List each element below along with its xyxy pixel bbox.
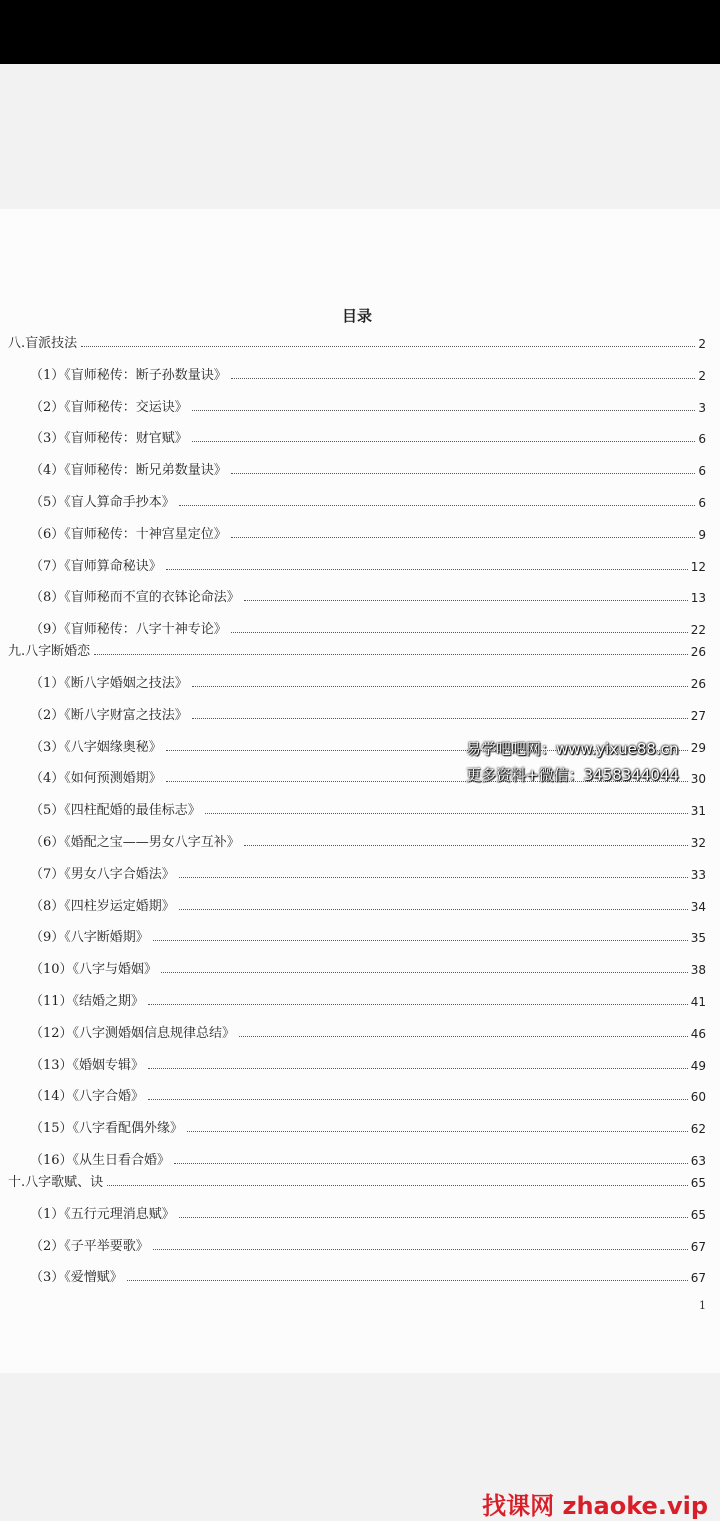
toc-entry[interactable] bbox=[0, 446, 720, 478]
toc-entry-label: （13）《婚姻专辑》 bbox=[30, 1057, 145, 1073]
toc-entry[interactable] bbox=[0, 351, 720, 383]
toc-leader-dots bbox=[231, 632, 688, 633]
toc-entry-label: （5）《盲人算命手抄本》 bbox=[30, 494, 175, 510]
toc-entry[interactable] bbox=[0, 1254, 720, 1286]
toc-entry-page: 26 bbox=[690, 676, 706, 691]
toc-entry-page: 13 bbox=[690, 591, 706, 606]
toc-entry-page: 9 bbox=[698, 527, 706, 542]
toc-leader-dots bbox=[192, 410, 696, 411]
toc-leader-dots bbox=[231, 378, 696, 379]
toc-entry-page: 30 bbox=[690, 772, 706, 787]
toc-entry[interactable] bbox=[0, 1073, 720, 1105]
toc-entry-page: 2 bbox=[698, 368, 706, 383]
toc-entry-label: （2）《子平举要歌》 bbox=[30, 1238, 149, 1254]
toc-leader-dots bbox=[239, 1036, 688, 1037]
toc-entry-page: 41 bbox=[690, 994, 706, 1009]
toc-entry-label: （10）《八字与婚姻》 bbox=[30, 962, 158, 978]
toc-entry-label: （1）《盲师秘传：断子孙数量诀》 bbox=[30, 367, 227, 383]
toc-entry-page: 6 bbox=[698, 432, 706, 447]
toc-entry[interactable] bbox=[0, 1041, 720, 1073]
toc-entry-label: （9）《八字断婚期》 bbox=[30, 930, 149, 946]
toc-entry-label: （12）《八字测婚姻信息规律总结》 bbox=[30, 1025, 236, 1041]
toc-leader-dots bbox=[81, 346, 695, 347]
toc-entry-label: （16）《从生日看合婚》 bbox=[30, 1152, 171, 1168]
toc-section[interactable] bbox=[0, 637, 720, 659]
toc-entry-label: （4）《盲师秘传：断兄弟数量诀》 bbox=[30, 463, 227, 479]
toc-entry-page: 6 bbox=[698, 464, 706, 479]
toc-entry-page: 67 bbox=[690, 1239, 706, 1254]
toc-entry-label: （7）《男女八字合婚法》 bbox=[30, 866, 175, 882]
toc-leader-dots bbox=[179, 877, 688, 878]
toc-entry-page: 34 bbox=[690, 899, 706, 914]
toc-entry[interactable] bbox=[0, 383, 720, 415]
toc-entry-label: （4）《如何预测婚期》 bbox=[30, 771, 162, 787]
toc-leader-dots bbox=[192, 441, 696, 442]
toc-entry-label: （3）《盲师秘传：财官赋》 bbox=[30, 431, 188, 447]
toc-entry[interactable] bbox=[0, 659, 720, 691]
toc-leader-dots bbox=[94, 654, 688, 655]
toc-entry[interactable] bbox=[0, 786, 720, 818]
toc-entry[interactable] bbox=[0, 1104, 720, 1136]
toc-entry-page: 38 bbox=[690, 963, 706, 978]
toc-section[interactable] bbox=[0, 1168, 720, 1190]
toc-entry[interactable] bbox=[0, 1136, 720, 1168]
toc-entry-page: 67 bbox=[690, 1271, 706, 1286]
toc-entry-label: （6）《婚配之宝——男女八字互补》 bbox=[30, 834, 240, 850]
toc-entry-label: （11）《结婚之期》 bbox=[30, 993, 145, 1009]
watermark-footer: 找课网 zhaoke.vip bbox=[482, 1492, 708, 1520]
toc-entry[interactable] bbox=[0, 542, 720, 574]
toc-entry[interactable] bbox=[0, 605, 720, 637]
toc-entry-label: （15）《八字看配偶外缘》 bbox=[30, 1121, 184, 1137]
toc-entry-page: 33 bbox=[690, 867, 706, 882]
toc-section[interactable] bbox=[0, 329, 720, 351]
toc-leader-dots bbox=[107, 1185, 688, 1186]
toc-entry-page: 63 bbox=[690, 1153, 706, 1168]
toc-leader-dots bbox=[148, 1099, 688, 1100]
toc-entry-label: （9）《盲师秘传：八字十神专论》 bbox=[30, 622, 227, 638]
toc-entry-label: （7）《盲师算命秘诀》 bbox=[30, 558, 162, 574]
toc-entry-page: 65 bbox=[690, 1175, 706, 1190]
toc-leader-dots bbox=[127, 1280, 688, 1281]
toc-entry-label: （14）《八字合婚》 bbox=[30, 1089, 145, 1105]
toc-leader-dots bbox=[231, 537, 696, 538]
watermark-contact: 更多资料+微信：3458344044 bbox=[466, 766, 680, 784]
toc-entry[interactable] bbox=[0, 415, 720, 447]
toc-leader-dots bbox=[179, 1217, 688, 1218]
toc-leader-dots bbox=[148, 1004, 688, 1005]
toc-leader-dots bbox=[244, 845, 688, 846]
toc-entry-label: （5）《四柱配婚的最佳标志》 bbox=[30, 803, 201, 819]
toc-entry[interactable] bbox=[0, 1009, 720, 1041]
toc-entry-page: 6 bbox=[698, 495, 706, 510]
toc-entry-label: （1）《五行元理消息赋》 bbox=[30, 1206, 175, 1222]
toc-entry-page: 32 bbox=[690, 835, 706, 850]
page-number: 1 bbox=[699, 1299, 706, 1312]
toc-leader-dots bbox=[231, 473, 696, 474]
toc-leader-dots bbox=[148, 1068, 688, 1069]
toc-leader-dots bbox=[166, 569, 688, 570]
toc-leader-dots bbox=[161, 972, 688, 973]
toc-entry-page: 46 bbox=[690, 1026, 706, 1041]
watermark-website: 易学吧吧网：www.yixue88.cn bbox=[466, 740, 679, 758]
toc-entry-page: 29 bbox=[690, 740, 706, 755]
toc-entry-label: （3）《爱憎赋》 bbox=[30, 1270, 123, 1286]
toc-title: 目录 bbox=[341, 307, 372, 325]
toc-entry[interactable] bbox=[0, 1190, 720, 1222]
toc-entry-label: （1）《断八字婚姻之技法》 bbox=[30, 675, 188, 691]
toc-leader-dots bbox=[192, 686, 688, 687]
toc-entry-label: （8）《盲师秘而不宣的衣钵论命法》 bbox=[30, 590, 240, 606]
toc-leader-dots bbox=[179, 909, 688, 910]
toc-entry-page: 27 bbox=[690, 708, 706, 723]
toc-entry-page: 49 bbox=[690, 1058, 706, 1073]
toc-entry[interactable] bbox=[0, 945, 720, 977]
toc-leader-dots bbox=[153, 1249, 688, 1250]
table-of-contents bbox=[0, 329, 720, 1285]
toc-entry-page: 12 bbox=[690, 559, 706, 574]
toc-entry[interactable] bbox=[0, 850, 720, 882]
toc-entry[interactable] bbox=[0, 977, 720, 1009]
toc-leader-dots bbox=[192, 718, 688, 719]
document-page bbox=[0, 209, 720, 1373]
toc-entry-page: 22 bbox=[690, 623, 706, 638]
toc-entry-label: （2）《盲师秘传：交运诀》 bbox=[30, 399, 188, 415]
toc-entry-label: （8）《四柱岁运定婚期》 bbox=[30, 898, 175, 914]
toc-entry[interactable] bbox=[0, 914, 720, 946]
toc-entry[interactable] bbox=[0, 882, 720, 914]
toc-leader-dots bbox=[244, 600, 688, 601]
toc-entry-page: 2 bbox=[698, 337, 706, 351]
toc-leader-dots bbox=[205, 813, 688, 814]
toc-entry-label: （6）《盲师秘传：十神宫星定位》 bbox=[30, 526, 227, 542]
toc-entry-page: 65 bbox=[690, 1207, 706, 1222]
toc-leader-dots bbox=[153, 940, 688, 941]
toc-entry-page: 60 bbox=[690, 1090, 706, 1105]
toc-entry-label: 九.八字断婚恋 bbox=[8, 644, 91, 660]
toc-entry-label: 十.八字歌赋、诀 bbox=[8, 1174, 104, 1190]
status-bar bbox=[0, 0, 720, 64]
toc-leader-dots bbox=[179, 505, 696, 506]
toc-entry[interactable] bbox=[0, 1222, 720, 1254]
toc-entry[interactable] bbox=[0, 478, 720, 510]
toc-entry[interactable] bbox=[0, 691, 720, 723]
toc-leader-dots bbox=[174, 1163, 688, 1164]
toc-entry-page: 3 bbox=[698, 400, 706, 415]
toc-entry-label: 八.盲派技法 bbox=[8, 336, 78, 351]
toc-entry-page: 35 bbox=[690, 931, 706, 946]
toc-entry-page: 62 bbox=[690, 1122, 706, 1137]
toc-entry-page: 26 bbox=[690, 645, 706, 660]
toc-entry[interactable] bbox=[0, 574, 720, 606]
toc-entry[interactable] bbox=[0, 510, 720, 542]
toc-leader-dots bbox=[187, 1131, 688, 1132]
toc-entry-label: （3）《八字姻缘奥秘》 bbox=[30, 739, 162, 755]
toc-entry[interactable] bbox=[0, 818, 720, 850]
toc-entry-page: 31 bbox=[690, 804, 706, 819]
toc-entry-label: （2）《断八字财富之技法》 bbox=[30, 707, 188, 723]
